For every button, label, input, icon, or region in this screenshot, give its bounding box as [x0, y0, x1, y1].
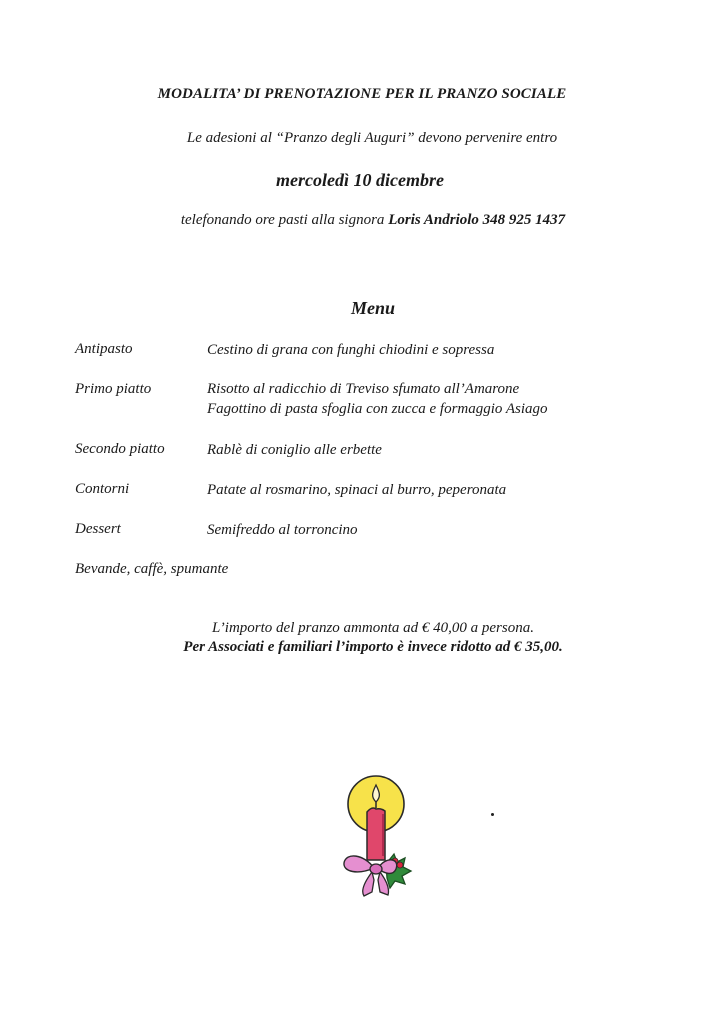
dish-primo-1: Risotto al radicchio di Treviso sfumato all’Amarone — [207, 381, 520, 397]
christmas-candle-icon — [334, 768, 418, 900]
page-title: MODALITA’ DI PRENOTAZIONE PER IL PRANZO SOCIALE — [157, 86, 567, 102]
course-label-antipasto: Antipasto — [75, 341, 133, 357]
deadline-date: mercoledì 10 dicembre — [276, 170, 444, 190]
drinks-line: Bevande, caffè, spumante — [75, 561, 229, 577]
price-standard: L’importo del pranzo ammonta ad € 40,00 a persona. — [212, 620, 534, 636]
dish-secondo: Rablè di coniglio alle erbette — [207, 442, 382, 458]
menu-title: Menu — [350, 298, 395, 318]
price-members: Per Associati e familiari l’importo è invece ridotto ad € 35,00. — [183, 639, 563, 655]
course-label-secondo: Secondo piatto — [75, 441, 165, 457]
phone-line — [0, 212, 724, 229]
dish-antipasto: Cestino di grana con funghi chiodini e sopressa — [207, 342, 495, 358]
dish-primo-2: Fagottino di pasta sfoglia con zucca e formaggio Asiago — [207, 401, 548, 417]
contact-name-phone: Loris Andriolo 348 925 1437 — [388, 212, 566, 228]
course-label-primo: Primo piatto — [75, 381, 152, 397]
dish-contorni: Patate al rosmarino, spinaci al burro, peperonata — [207, 482, 507, 498]
course-label-dessert: Dessert — [75, 521, 121, 537]
phone-prefix: telefonando ore pasti alla signora — [180, 212, 389, 228]
dish-dessert: Semifreddo al torroncino — [207, 522, 358, 538]
scan-speck — [491, 813, 494, 816]
course-label-contorni: Contorni — [75, 481, 130, 497]
intro-text: Le adesioni al “Pranzo degli Auguri” devono pervenire entro — [186, 130, 558, 146]
